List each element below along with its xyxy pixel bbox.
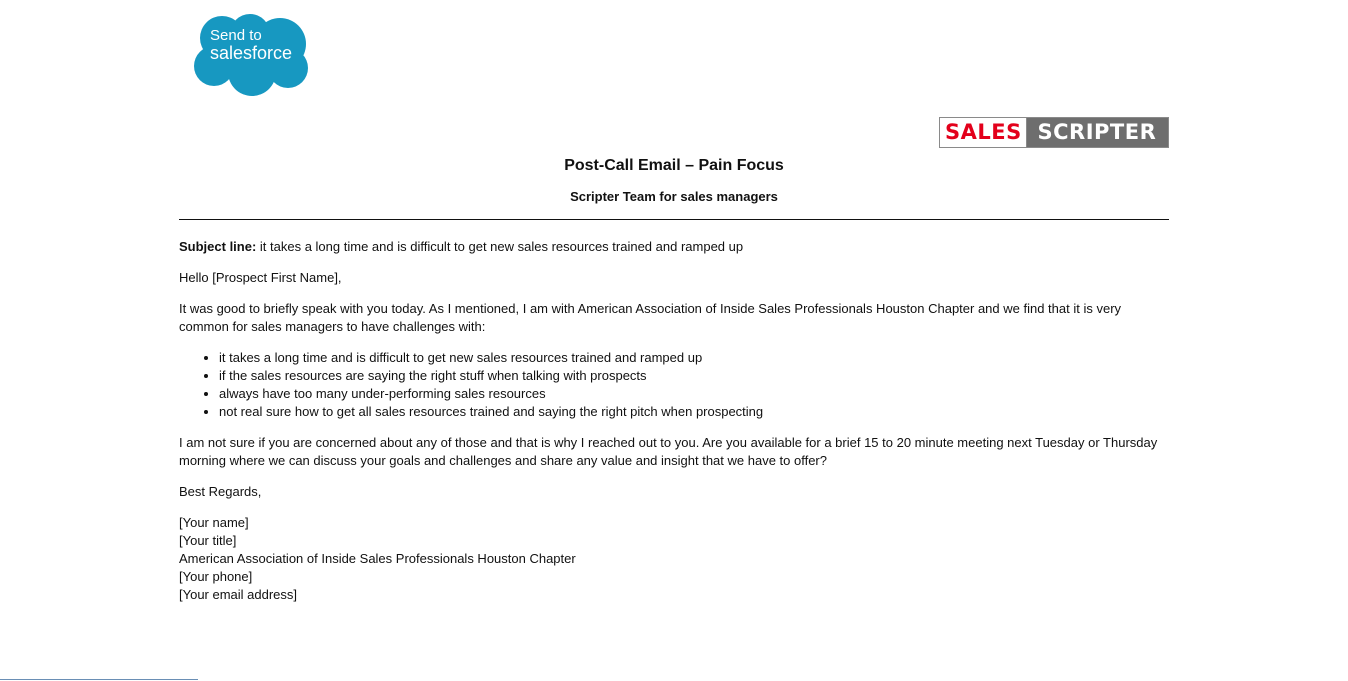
list-item: • always have too many under-performing sales resources bbox=[219, 385, 1169, 403]
subject-text: it takes a long time and is difficult to get new sales resources trained and ramped up bbox=[256, 239, 744, 254]
sales-scripter-logo bbox=[939, 117, 1169, 148]
send-to-salesforce-button[interactable] bbox=[192, 14, 316, 98]
document-title: Post-Call Email – Pain Focus bbox=[564, 157, 784, 174]
title-divider bbox=[179, 219, 1169, 220]
list-item: • if the sales resources are saying the right stuff when talking with prospects bbox=[219, 367, 1169, 385]
subject-line bbox=[179, 238, 1169, 256]
signature-title: [Your title] bbox=[179, 533, 237, 548]
challenge-list bbox=[179, 349, 1169, 421]
email-body bbox=[179, 238, 1169, 604]
bottom-edge-line bbox=[0, 679, 198, 680]
logo-sales-text: SALES bbox=[940, 118, 1027, 147]
greeting: Hello [Prospect First Name], bbox=[179, 270, 342, 285]
sign-off: Best Regards, bbox=[179, 484, 262, 499]
document-subtitle: Scripter Team for sales managers bbox=[570, 189, 778, 204]
logo-scripter-text: SCRIPTER bbox=[1037, 120, 1157, 144]
subject-label: Subject line: bbox=[179, 239, 257, 254]
signature-phone: [Your phone] bbox=[179, 569, 253, 584]
list-item: • not real sure how to get all sales resources trained and saying the right pitch when prospecting bbox=[219, 403, 1169, 421]
signature-organization: American Association of Inside Sales Professionals Houston Chapter bbox=[179, 551, 576, 566]
salesforce-cloud-icon bbox=[192, 14, 316, 98]
signature-email: [Your email address] bbox=[179, 587, 298, 602]
intro-paragraph: It was good to briefly speak with you today. As I mentioned, I am with American Association of Inside Sales Professionals Houston Chapter and we find that it is very common for sales managers to have challenges with: bbox=[179, 301, 1122, 334]
closing-paragraph: I am not sure if you are concerned about any of those and that is why I reached out to you. Are you available for a brief 15 to 20 minute meeting next Tuesday or Thursday morning where we can discuss your goals and challenges and share any value and insight that we have to offer? bbox=[179, 435, 1158, 468]
salesforce-button-line2: salesforce bbox=[210, 43, 293, 63]
list-item: • it takes a long time and is difficult to get new sales resources trained and ramped up bbox=[219, 349, 1169, 367]
salesforce-button-line1: Send to bbox=[210, 27, 262, 44]
signature-block bbox=[179, 514, 1169, 604]
signature-name: [Your name] bbox=[179, 515, 249, 530]
